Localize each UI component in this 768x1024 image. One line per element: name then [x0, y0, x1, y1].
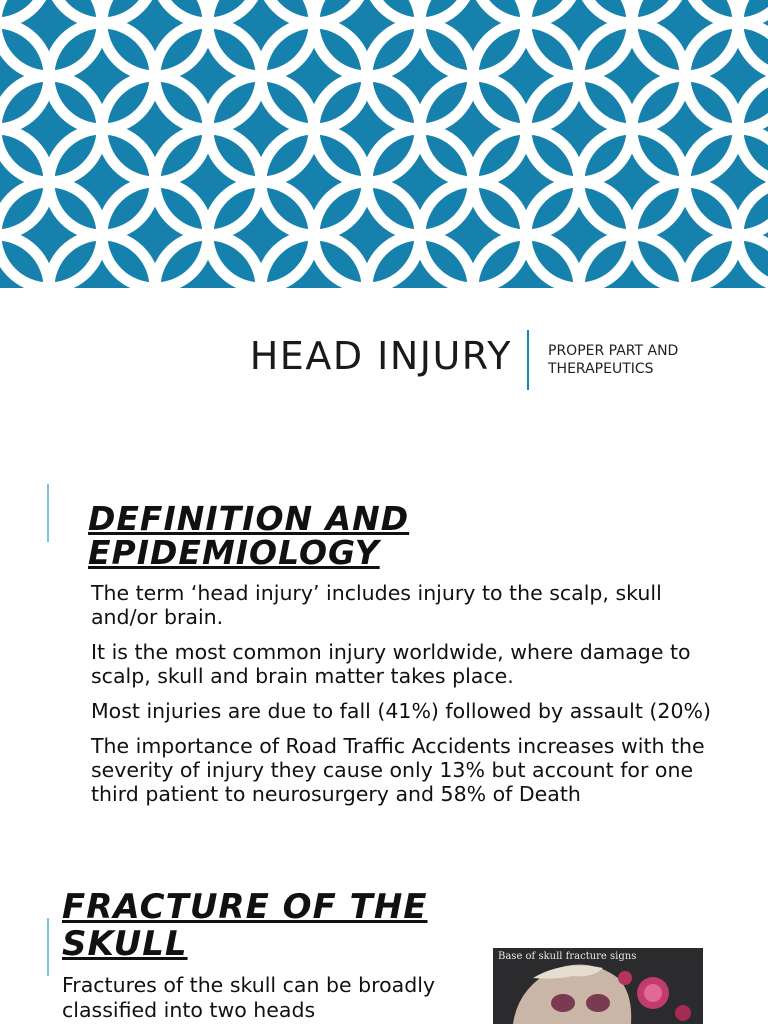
section-accent-bar: [47, 918, 49, 976]
interlocking-circles-pattern-icon: [0, 0, 768, 288]
paragraph: Most injuries are due to fall (41%) followed by assault (20%): [91, 699, 711, 723]
section-heading-fracture: FRACTURE OF THE SKULL: [62, 887, 428, 964]
paragraph: Fractures of the skull can be broadly classified into two heads: [62, 973, 436, 1022]
header-banner: [0, 0, 768, 288]
definition-paragraphs: [91, 581, 711, 817]
section-heading-definition: DEFINITION AND EPIDEMIOLOGY: [88, 499, 410, 572]
title-divider: [527, 330, 529, 390]
paragraph: The term ‘head injury’ includes injury to the scalp, skull and/or brain.: [91, 581, 662, 629]
paragraph: The importance of Road Traffic Accidents increases with the severity of injury they cause only 13% but account for one third patient to neurosurgery and 58% of Death: [91, 734, 705, 806]
page-title: HEAD INJURY: [249, 334, 512, 378]
page-subtitle: PROPER PART AND THERAPEUTICS: [548, 343, 679, 377]
figure-caption: Base of skull fracture signs: [498, 951, 637, 962]
paragraph: It is the most common injury worldwide, where damage to scalp, skull and brain matter takes place.: [91, 640, 691, 688]
skull-fracture-figure: [493, 948, 703, 1024]
section-accent-bar: [47, 484, 49, 542]
title-row: [0, 330, 768, 390]
